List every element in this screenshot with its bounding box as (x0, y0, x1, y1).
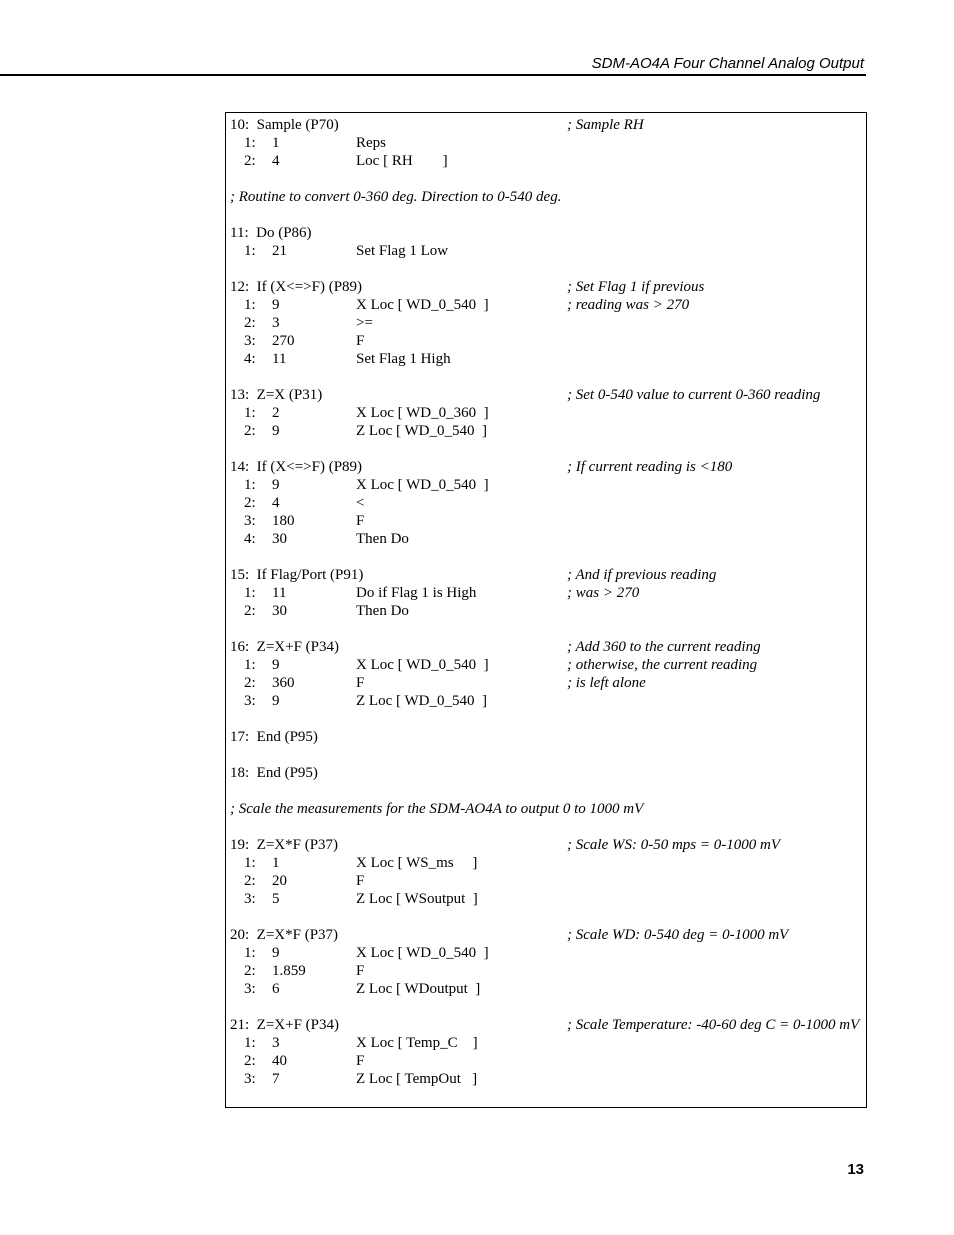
parameter-line (226, 314, 866, 332)
instruction-comment: ; Set Flag 1 if previous (567, 279, 705, 295)
parameter-value: 7 (272, 1071, 280, 1087)
parameter-line (226, 1052, 866, 1070)
parameter-line (226, 980, 866, 998)
parameter-value: 9 (272, 423, 280, 439)
instruction-label: 12: If (X<=>F) (P89) (230, 279, 363, 295)
parameter-line (226, 656, 866, 674)
parameter-description: Set Flag 1 High (356, 351, 451, 367)
instruction-comment: ; Add 360 to the current reading (567, 639, 761, 655)
instruction-comment: ; Set 0-540 value to current 0-360 reading (567, 387, 821, 403)
parameter-line (226, 242, 866, 260)
instruction-line (226, 764, 866, 782)
parameter-line (226, 152, 866, 170)
parameter-description: Set Flag 1 Low (356, 243, 449, 259)
parameter-value: 360 (272, 675, 295, 691)
parameter-description: X Loc [ WD_0_540 ] (356, 945, 489, 961)
parameter-description: Z Loc [ TempOut ] (356, 1071, 478, 1087)
program-comment-line (226, 188, 866, 206)
parameter-line (226, 692, 866, 710)
parameter-value: 2 (272, 405, 280, 421)
instruction-label: 19: Z=X*F (P37) (230, 837, 339, 853)
parameter-value: 6 (272, 981, 280, 997)
parameter-number: 3: (244, 693, 256, 709)
parameter-comment: ; otherwise, the current reading (567, 657, 758, 673)
parameter-number: 1: (244, 405, 256, 421)
parameter-line (226, 422, 866, 440)
instruction-line (226, 278, 866, 296)
parameter-value: 1 (272, 135, 280, 151)
instruction-label: 15: If Flag/Port (P91) (230, 567, 364, 583)
parameter-value: 11 (272, 351, 287, 367)
parameter-number: 2: (244, 873, 256, 889)
instruction-line (226, 728, 866, 746)
parameter-value: 30 (272, 531, 287, 547)
parameter-number: 4: (244, 351, 256, 367)
parameter-line (226, 494, 866, 512)
parameter-number: 3: (244, 891, 256, 907)
instruction-line (226, 224, 866, 242)
parameter-line (226, 296, 866, 314)
parameter-line (226, 476, 866, 494)
parameter-description: < (356, 495, 365, 511)
parameter-number: 3: (244, 513, 256, 529)
instruction-comment: ; And if previous reading (567, 567, 717, 583)
parameter-description: F (356, 333, 365, 349)
parameter-description: Do if Flag 1 is High (356, 585, 477, 601)
parameter-number: 1: (244, 855, 256, 871)
parameter-number: 3: (244, 333, 256, 349)
parameter-description: Then Do (356, 531, 409, 547)
parameter-description: Z Loc [ WD_0_540 ] (356, 693, 487, 709)
parameter-value: 1 (272, 855, 280, 871)
parameter-number: 1: (244, 297, 256, 313)
parameter-value: 20 (272, 873, 287, 889)
parameter-line (226, 1070, 866, 1088)
parameter-number: 1: (244, 1035, 256, 1051)
instruction-label: 20: Z=X*F (P37) (230, 927, 339, 943)
parameter-number: 2: (244, 153, 256, 169)
parameter-description: Then Do (356, 603, 409, 619)
parameter-description: X Loc [ WD_0_360 ] (356, 405, 489, 421)
program-comment: ; Scale the measurements for the SDM-AO4A to output 0 to 1000 mV (230, 801, 644, 817)
parameter-description: F (356, 675, 365, 691)
instruction-line (226, 926, 866, 944)
parameter-comment: ; reading was > 270 (567, 297, 690, 313)
instruction-comment: ; Scale Temperature: -40-60 deg C = 0-1000 mV (567, 1017, 860, 1033)
parameter-value: 21 (272, 243, 287, 259)
parameter-line (226, 584, 866, 602)
parameter-comment: ; was > 270 (567, 585, 640, 601)
instruction-line (226, 836, 866, 854)
parameter-description: F (356, 873, 365, 889)
instruction-label: 17: End (P95) (230, 729, 318, 745)
instruction-label: 10: Sample (P70) (230, 117, 339, 133)
parameter-value: 30 (272, 603, 287, 619)
parameter-value: 9 (272, 297, 280, 313)
parameter-comment: ; is left alone (567, 675, 646, 691)
parameter-description: F (356, 1053, 365, 1069)
parameter-description: Z Loc [ WDoutput ] (356, 981, 481, 997)
parameter-line (226, 872, 866, 890)
page-number: 13 (847, 1161, 864, 1178)
parameter-value: 9 (272, 657, 280, 673)
parameter-line (226, 854, 866, 872)
parameter-number: 1: (244, 657, 256, 673)
parameter-value: 9 (272, 945, 280, 961)
parameter-number: 2: (244, 963, 256, 979)
parameter-number: 2: (244, 1053, 256, 1069)
instruction-comment: ; Scale WD: 0-540 deg = 0-1000 mV (567, 927, 789, 943)
parameter-value: 270 (272, 333, 295, 349)
parameter-number: 2: (244, 315, 256, 331)
parameter-line (226, 134, 866, 152)
parameter-value: 4 (272, 495, 280, 511)
parameter-description: Loc [ RH ] (356, 153, 448, 169)
header-rule (0, 74, 866, 76)
instruction-line (226, 638, 866, 656)
parameter-value: 3 (272, 1035, 280, 1051)
program-comment: ; Routine to convert 0-360 deg. Direction to 0-540 deg. (230, 189, 562, 205)
parameter-number: 1: (244, 243, 256, 259)
parameter-value: 9 (272, 693, 280, 709)
parameter-line (226, 1034, 866, 1052)
program-listing (226, 113, 866, 1107)
parameter-number: 2: (244, 675, 256, 691)
parameter-number: 1: (244, 135, 256, 151)
parameter-description: X Loc [ Temp_C ] (356, 1035, 478, 1051)
parameter-number: 4: (244, 531, 256, 547)
parameter-line (226, 944, 866, 962)
parameter-description: X Loc [ WD_0_540 ] (356, 477, 489, 493)
program-comment-line (226, 800, 866, 818)
parameter-description: Reps (356, 135, 386, 151)
parameter-line (226, 674, 866, 692)
instruction-comment: ; Sample RH (567, 117, 644, 133)
instruction-label: 18: End (P95) (230, 765, 318, 781)
parameter-description: F (356, 513, 365, 529)
parameter-description: X Loc [ WD_0_540 ] (356, 297, 489, 313)
instruction-label: 11: Do (P86) (230, 225, 312, 241)
instruction-label: 13: Z=X (P31) (230, 387, 323, 403)
parameter-number: 3: (244, 981, 256, 997)
parameter-number: 3: (244, 1071, 256, 1087)
parameter-line (226, 512, 866, 530)
parameter-number: 1: (244, 477, 256, 493)
parameter-number: 2: (244, 423, 256, 439)
parameter-description: Z Loc [ WSoutput ] (356, 891, 478, 907)
instruction-line (226, 386, 866, 404)
program-listing-box (225, 112, 867, 1108)
instruction-comment: ; Scale WS: 0-50 mps = 0-1000 mV (567, 837, 780, 853)
instruction-line (226, 458, 866, 476)
parameter-description: Z Loc [ WD_0_540 ] (356, 423, 487, 439)
parameter-line (226, 350, 866, 368)
instruction-comment: ; If current reading is <180 (567, 459, 733, 475)
instruction-label: 21: Z=X+F (P34) (230, 1017, 340, 1033)
instruction-label: 16: Z=X+F (P34) (230, 639, 340, 655)
parameter-number: 2: (244, 603, 256, 619)
parameter-value: 4 (272, 153, 280, 169)
parameter-number: 1: (244, 585, 256, 601)
parameter-value: 40 (272, 1053, 287, 1069)
parameter-value: 11 (272, 585, 287, 601)
parameter-value: 9 (272, 477, 280, 493)
parameter-line (226, 962, 866, 980)
parameter-line (226, 890, 866, 908)
parameter-description: >= (356, 315, 373, 331)
parameter-number: 1: (244, 945, 256, 961)
parameter-line (226, 602, 866, 620)
instruction-line (226, 1016, 866, 1034)
parameter-value: 1.859 (272, 963, 306, 979)
parameter-description: X Loc [ WD_0_540 ] (356, 657, 489, 673)
parameter-line (226, 332, 866, 350)
parameter-value: 5 (272, 891, 280, 907)
parameter-value: 180 (272, 513, 295, 529)
parameter-description: F (356, 963, 365, 979)
instruction-line (226, 116, 866, 134)
parameter-line (226, 404, 866, 422)
parameter-description: X Loc [ WS_ms ] (356, 855, 478, 871)
parameter-number: 2: (244, 495, 256, 511)
instruction-label: 14: If (X<=>F) (P89) (230, 459, 363, 475)
running-header-title: SDM-AO4A Four Channel Analog Output (591, 55, 864, 72)
instruction-line (226, 566, 866, 584)
parameter-value: 3 (272, 315, 280, 331)
parameter-line (226, 530, 866, 548)
